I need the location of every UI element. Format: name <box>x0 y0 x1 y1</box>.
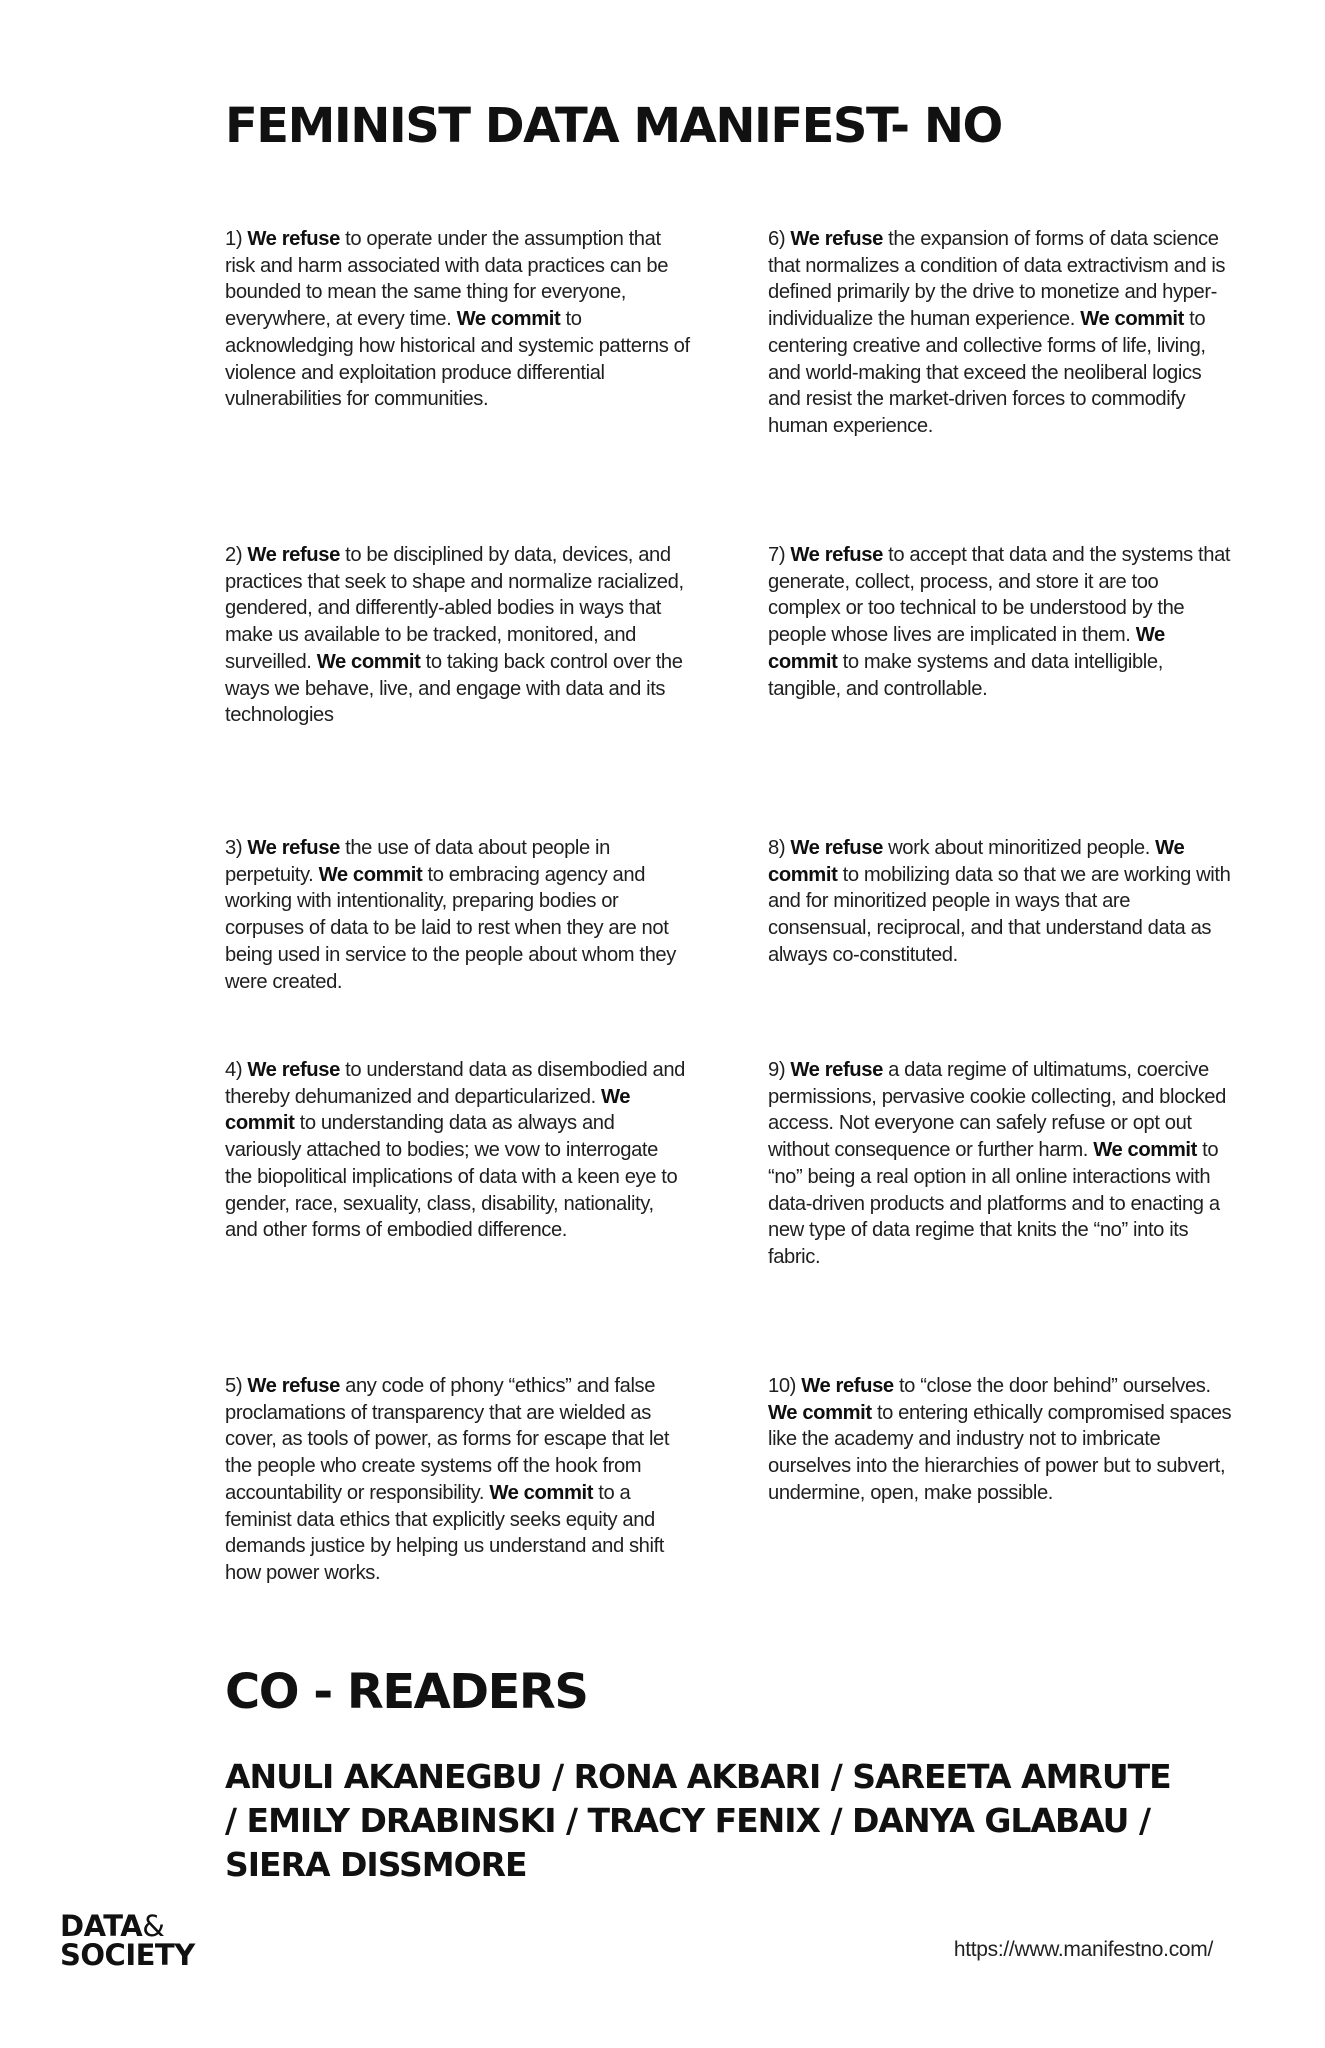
manifesto-item-1 <box>225 226 690 413</box>
commit-label: We commit <box>768 837 1185 886</box>
item-number: 3) <box>225 837 243 859</box>
item-number: 5) <box>225 1375 243 1397</box>
commit-text: to taking back control over the ways we behave, live, and engage with data and its technologies <box>225 650 683 727</box>
commit-label: We commit <box>489 1481 594 1504</box>
manifesto-item-10 <box>768 1373 1233 1507</box>
manifesto-item-4 <box>225 1057 690 1244</box>
manifesto-item-8 <box>768 835 1233 969</box>
commit-text: to acknowledging how historical and systemic patterns of violence and exploitation produce differential vulnerabilities for communities. <box>225 308 690 411</box>
item-number: 8) <box>768 837 786 859</box>
manifesto-item-6 <box>768 226 1233 440</box>
manifesto-item-9 <box>768 1057 1233 1271</box>
commit-text: to centering creative and collective forms of life, living, and world-making that exceed the neoliberal logics and resist the market-driven forces to commodify human experience. <box>768 308 1206 437</box>
commit-label: We commit <box>768 1401 872 1424</box>
commit-text: to entering ethically compromised spaces like the academy and industry not to imbricate ourselves into the hierarchies of power but to subvert, undermine, open, make possible. <box>768 1401 1232 1504</box>
data-society-logo <box>60 1909 195 1972</box>
commit-text: to mobilizing data so that we are working with and for minoritized people in ways that are consensual, reciprocal, and that understand data as always co-constituted. <box>768 863 1231 966</box>
refuse-text: the use of data about people in perpetuity. <box>225 837 610 886</box>
refuse-label: We refuse <box>801 1375 894 1397</box>
logo-line-1 <box>60 1909 195 1943</box>
item-number: 1) <box>225 228 243 250</box>
commit-label: We commit <box>318 863 423 886</box>
manifesto-item-7 <box>768 542 1233 702</box>
item-number: 4) <box>225 1059 243 1081</box>
refuse-text: any code of phony “ethics” and false proclamations of transparency that are wielded as cover, as tools of power, as forms for escape that let the people who create systems off the hook from accountability or responsibility. <box>225 1375 670 1504</box>
item-number: 2) <box>225 544 243 566</box>
commit-label: We commit <box>768 624 1165 673</box>
item-number: 9) <box>768 1059 786 1081</box>
commit-text: to understanding data as always and variously attached to bodies; we vow to interrogate the biopolitical implications of data with a keen eye to gender, race, sexuality, class, disability, nationality, and other forms of embodied difference. <box>225 1112 678 1242</box>
refuse-label: We refuse <box>790 544 883 566</box>
website-url: https://www.manifestno.com/ <box>953 1938 1213 1961</box>
commit-label: We commit <box>225 1085 631 1135</box>
refuse-label: We refuse <box>790 1059 883 1081</box>
manifesto-item-2 <box>225 542 690 729</box>
refuse-label: We refuse <box>790 837 883 859</box>
commit-label: We commit <box>316 650 421 673</box>
logo-word-society: SOCIETY <box>60 1938 195 1972</box>
refuse-label: We refuse <box>247 1375 340 1397</box>
refuse-text: the expansion of forms of data science that normalizes a condition of data extractivism and is defined primarily by the drive to monetize and hyper-individualize the human experience. <box>768 228 1226 331</box>
item-number: 10) <box>768 1375 796 1397</box>
refuse-label: We refuse <box>247 544 340 566</box>
refuse-label: We refuse <box>247 228 340 250</box>
commit-text: to a feminist data ethics that explicitly seeks equity and demands justice by helping us understand and shift how power works. <box>225 1481 664 1584</box>
item-number: 7) <box>768 544 786 566</box>
co-readers-heading: CO - READERS <box>225 1664 588 1720</box>
item-number: 6) <box>768 228 786 250</box>
refuse-text: work about minoritized people. <box>888 837 1150 859</box>
refuse-text: a data regime of ultimatums, coercive permissions, pervasive cookie collecting, and blocked access. Not everyone can safely refuse or opt out without consequence or further harm. <box>768 1059 1226 1162</box>
commit-text: to make systems and data intelligible, tangible, and controllable. <box>768 650 1163 700</box>
logo-word-data: DATA <box>60 1909 143 1943</box>
manifesto-item-5 <box>225 1373 690 1587</box>
commit-label: We commit <box>1080 308 1184 331</box>
commit-text: to “no” being a real option in all online interactions with data-driven products and platforms and to enacting a new type of data regime that knits the “no” into its fabric. <box>768 1139 1220 1268</box>
refuse-text: to be disciplined by data, devices, and practices that seek to shape and normalize racialized, gendered, and differently-abled bodies in ways that make us available to be tracked, monitored, and surveilled. <box>225 544 684 673</box>
page-title: FEMINIST DATA MANIFEST- NO <box>225 98 1002 154</box>
refuse-text: to operate under the assumption that risk and harm associated with data practices can be bounded to mean the same thing for everyone, everywhere, at every time. <box>225 228 669 331</box>
commit-label: We commit <box>1093 1139 1197 1162</box>
commit-label: We commit <box>456 308 561 331</box>
refuse-label: We refuse <box>790 228 883 250</box>
refuse-label: We refuse <box>247 837 340 859</box>
co-readers-names: ANULI AKANEGBU / RONA AKBARI / SAREETA AMRUTE / EMILY DRABINSKI / TRACY FENIX / DANYA GLABAU / SIERA DISSMORE <box>225 1757 1171 1884</box>
refuse-text: to “close the door behind” ourselves. <box>898 1375 1211 1397</box>
refuse-label: We refuse <box>247 1059 340 1081</box>
refuse-text: to understand data as disembodied and thereby dehumanized and departicularized. <box>225 1059 685 1108</box>
logo-ampersand: & <box>142 1909 165 1943</box>
refuse-text: to accept that data and the systems that generate, collect, process, and store it are too complex or too technical to be understood by the people whose lives are implicated in them. <box>768 544 1231 647</box>
commit-text: to embracing agency and working with intentionality, preparing bodies or corpuses of data to be laid to rest when they are not being used in service to the people about whom they were created. <box>225 863 676 993</box>
manifesto-item-3 <box>225 835 690 995</box>
